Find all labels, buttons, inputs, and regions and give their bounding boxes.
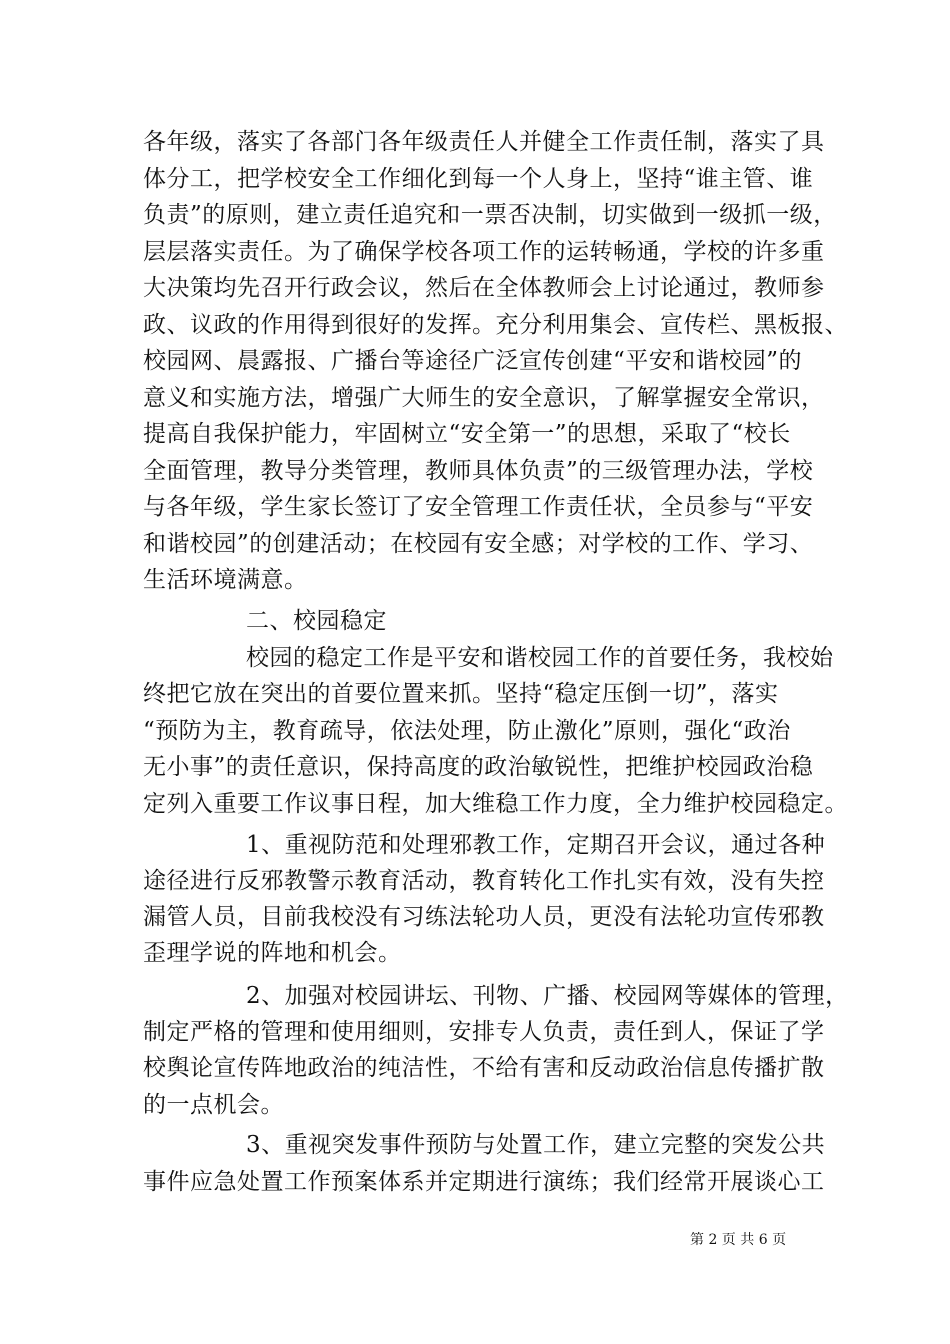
text-line: 校园网、晨露报、广播台等途径广泛宣传创建“平安和谐校园”的 xyxy=(143,348,803,374)
text-line: 负责”的原则，建立责任追究和一票否决制，切实做到一级抓一级， xyxy=(143,202,837,228)
text-line: 体分工，把学校安全工作细化到每一个人身上，坚持“谁主管、谁 xyxy=(143,166,814,192)
text-line: 无小事”的责任意识，保持高度的政治敏锐性，把维护校园政治稳 xyxy=(143,754,814,780)
text-line: 校园的稳定工作是平安和谐校园工作的首要任务，我校始 xyxy=(246,645,834,671)
text-line: 途径进行反邪教警示教育活动，教育转化工作扎实有效，没有失控 xyxy=(143,868,825,894)
text-line: 层层落实责任。为了确保学校各项工作的运转畅通，学校的许多重 xyxy=(143,239,825,265)
text-line: 和谐校园”的创建活动；在校园有安全感；对学校的工作、学习、 xyxy=(143,531,814,557)
text-line: 的一点机会。 xyxy=(143,1092,284,1118)
text-line: 歪理学说的阵地和机会。 xyxy=(143,940,402,966)
text-line: 校舆论宣传阵地政治的纯洁性，不给有害和反动政治信息传播扩散 xyxy=(143,1055,825,1081)
text-line: 政、议政的作用得到很好的发挥。充分利用集会、宣传栏、黑板报、 xyxy=(143,312,848,338)
text-line: 3、重视突发事件预防与处置工作，建立完整的突发公共 xyxy=(246,1132,826,1158)
section-heading: 二、校园稳定 xyxy=(246,608,387,634)
text-line: 各年级，落实了各部门各年级责任人并健全工作责任制，落实了具 xyxy=(143,129,825,155)
text-line: 生活环境满意。 xyxy=(143,567,308,593)
text-line: 意义和实施方法，增强广大师生的安全意识，了解掌握安全常识， xyxy=(143,385,825,411)
text-line: 终把它放在突出的首要位置来抓。坚持“稳定压倒一切”，落实 xyxy=(143,681,779,707)
text-line: 定列入重要工作议事日程，加大维稳工作力度，全力维护校园稳定。 xyxy=(143,791,848,817)
text-line: 全面管理，教导分类管理，教师具体负责”的三级管理办法，学校 xyxy=(143,458,814,484)
text-line: 事件应急处置工作预案体系并定期进行演练；我们经常开展谈心工 xyxy=(143,1169,825,1195)
text-line: 大决策均先召开行政会议，然后在全体教师会上讨论通过，教师参 xyxy=(143,275,825,301)
page-number: 第 2 页 共 6 页 xyxy=(690,1232,787,1248)
text-line: 漏管人员，目前我校没有习练法轮功人员，更没有法轮功宣传邪教 xyxy=(143,904,825,930)
text-line: 制定严格的管理和使用细则，安排专人负责，责任到人，保证了学 xyxy=(143,1019,825,1045)
text-line: “预防为主，教育疏导，依法处理，防止激化”原则，强化“政治 xyxy=(143,718,791,744)
text-line: 提高自我保护能力，牢固树立“安全第一”的思想，采取了“校长 xyxy=(143,421,791,447)
text-line: 2、加强对校园讲坛、刊物、广播、校园网等媒体的管理， xyxy=(246,983,849,1009)
text-line: 与各年级，学生家长签订了安全管理工作责任状，全员参与“平安 xyxy=(143,494,814,520)
text-line: 1、重视防范和处理邪教工作，定期召开会议，通过各种 xyxy=(246,832,826,858)
